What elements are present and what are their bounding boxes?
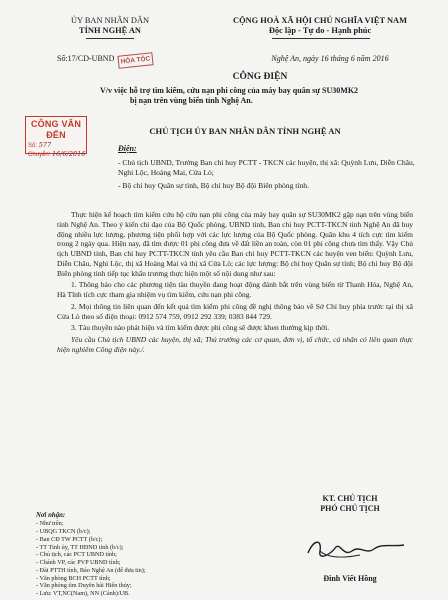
recipient-list [118, 158, 418, 191]
issuer-underline [86, 38, 134, 39]
place-date: Nghệ An, ngày 16 tháng 6 năm 2016 [271, 54, 389, 63]
document-number: Số:17/CD-UBND [57, 54, 115, 63]
issuer-block [40, 16, 180, 37]
document-type: CÔNG ĐIỆN [232, 72, 288, 82]
national-motto: Độc lập - Tự do - Hạnh phúc [268, 26, 372, 36]
recipients-item: - Chánh VP, các PVP UBND tỉnh; [36, 559, 121, 567]
subject-line1: V/v việc hỗ trợ tìm kiếm, cứu nạn phi công của máy bay quân sự SU30MK2 [100, 86, 359, 95]
stamp-number-value: 577 [38, 140, 52, 149]
subject [100, 86, 430, 106]
body-paragraph: 2. Mọi thông tin liên quan đến kết quả tìm kiếm phi công đề nghị thông báo về Sở Chỉ huy phía trước tại thị xã Cửa Lò theo số điện thoại: 0912 574 759, 0912 292 339; 0383 844 729. [57, 301, 413, 321]
to-label: Điện: [118, 144, 137, 153]
recipients-item: - Đài PTTH tỉnh, Báo Nghệ An (để đưa tin); [36, 566, 146, 574]
document-body [57, 210, 413, 357]
incoming-document-stamp [25, 116, 87, 159]
national-motto-block [214, 16, 426, 37]
recipients-item: - Lưu: VT,NC(Nam), NN (Cảnh)/UB. [36, 590, 130, 598]
stamp-forward-row [28, 151, 86, 159]
motto-underline [272, 38, 370, 39]
body-paragraph: 1. Thông báo cho các phương tiện tàu thuyền đang hoạt động đánh bắt trên vùng biển từ Thanh Hóa, Nghệ An, Hà Tĩnh tích cực tham gia nhiệm vụ tìm kiếm, cứu nạn phi công. [57, 280, 413, 299]
body-paragraph: Yêu cầu Chủ tịch UBND các huyện, thị xã; Thủ trưởng các cơ quan, đơn vị, tổ chức, cá nhân có liên quan thực hiện nghiêm Công điện này./. [57, 335, 413, 354]
signature-role1: KT. CHỦ TỊCH [322, 494, 378, 503]
recipient-item: - Chủ tịch UBND, Trưởng Ban chỉ huy PCTT - TKCN các huyện, thị xã: Quỳnh Lưu, Diễn Châu, Nghi Lộc, Hoàng Mai, Cửa Lò; [118, 158, 415, 177]
recipients-block [36, 512, 196, 598]
recipient-item: - Bộ chỉ huy Quân sự tỉnh, Bộ chỉ huy Bộ đội Biên phòng tỉnh. [118, 180, 310, 190]
recipients-item: - Văn phòng tìm Duyên hải Hiên thủy; [36, 582, 132, 590]
recipients-label: Nơi nhận: [36, 512, 66, 519]
recipients-item: - Ban CĐ TW PCTT (b/c); [36, 535, 103, 543]
urgent-stamp: HỎA TỐC [117, 52, 153, 69]
issuer-line1: ỦY BAN NHÂN DÂN [70, 16, 150, 25]
stamp-title: CÔNG VĂN ĐẾN [30, 119, 82, 140]
issuer-line2: TỈNH NGHỆ AN [79, 26, 141, 36]
recipients-item: - Như trên; [36, 520, 64, 528]
signature-role2: PHÓ CHỦ TỊCH [320, 503, 380, 513]
national-title: CỘNG HOÀ XÃ HỘI CHỦ NGHĨA VIỆT NAM [233, 16, 407, 25]
sender: CHỦ TỊCH ỦY BAN NHÂN DÂN TỈNH NGHỆ AN [149, 126, 341, 136]
stamp-number-label: Số: [28, 142, 38, 149]
signature-image [300, 535, 410, 565]
stamp-forward-label: Chuyển: [28, 152, 51, 159]
recipients-item: - TT Tỉnh ủy, TT HĐND tỉnh (b/c); [36, 543, 124, 551]
signer-name: Đinh Viết Hồng [323, 574, 377, 583]
body-paragraph: Thực hiện kế hoạch tìm kiếm cứu hộ cứu nạn phi công của máy bay quân sự SU30MK2 gặp nạn trên vùng biển tỉnh Nghệ An. Theo ý kiến chỉ đạo của Bộ Quốc phòng, UBND tỉnh, Ban chỉ huy PCTT-TKCN tỉnh Nghệ An đã huy động nhiều lực lượng, phương tiện phối hợp với các lực lượng của Bộ Quốc phòng. Quân khu 4 tích cực tìm kiếm trong 2 ngày qua. Hiện nay, đã tìm được 01 phi công đưa về đất liền an toàn, còn 01 phi công chưa tìm thấy. Vậy Chủ tịch UBND tỉnh, Ban chỉ huy PCTT-TKCN tỉnh yêu cầu Ban chỉ huy PCTT-TKCN các huyện ven biển: Quỳnh Lưu, Diễn Châu, Nghi Lộc, thị xã Hoàng Mai và thị xã Cửa Lò; các lực lượng: Bộ chỉ huy Quân sự tỉnh; Bộ chỉ huy Bộ đội Biên phòng tỉnh tiếp tục khẩn trương thực hiện một số nội dung như sau: [57, 210, 413, 278]
subject-line2: bị nạn trên vùng biển tỉnh Nghệ An. [130, 95, 253, 105]
recipients-item: - UBQG TKCN (b/c); [36, 528, 91, 536]
stamp-forward-value: 16/6/2016 [52, 150, 86, 159]
body-paragraph: 3. Tàu thuyền nào phát hiện và tìm kiếm được phi công sẽ được khen thưởng kịp thời. [71, 323, 330, 333]
recipients-item: - Văn phòng BCH PCTT tỉnh; [36, 574, 111, 582]
signature-block [280, 494, 420, 514]
recipients-item: - Chủ tịch, các PCT UBND tỉnh; [36, 551, 117, 559]
stamp-number-row [28, 142, 86, 150]
